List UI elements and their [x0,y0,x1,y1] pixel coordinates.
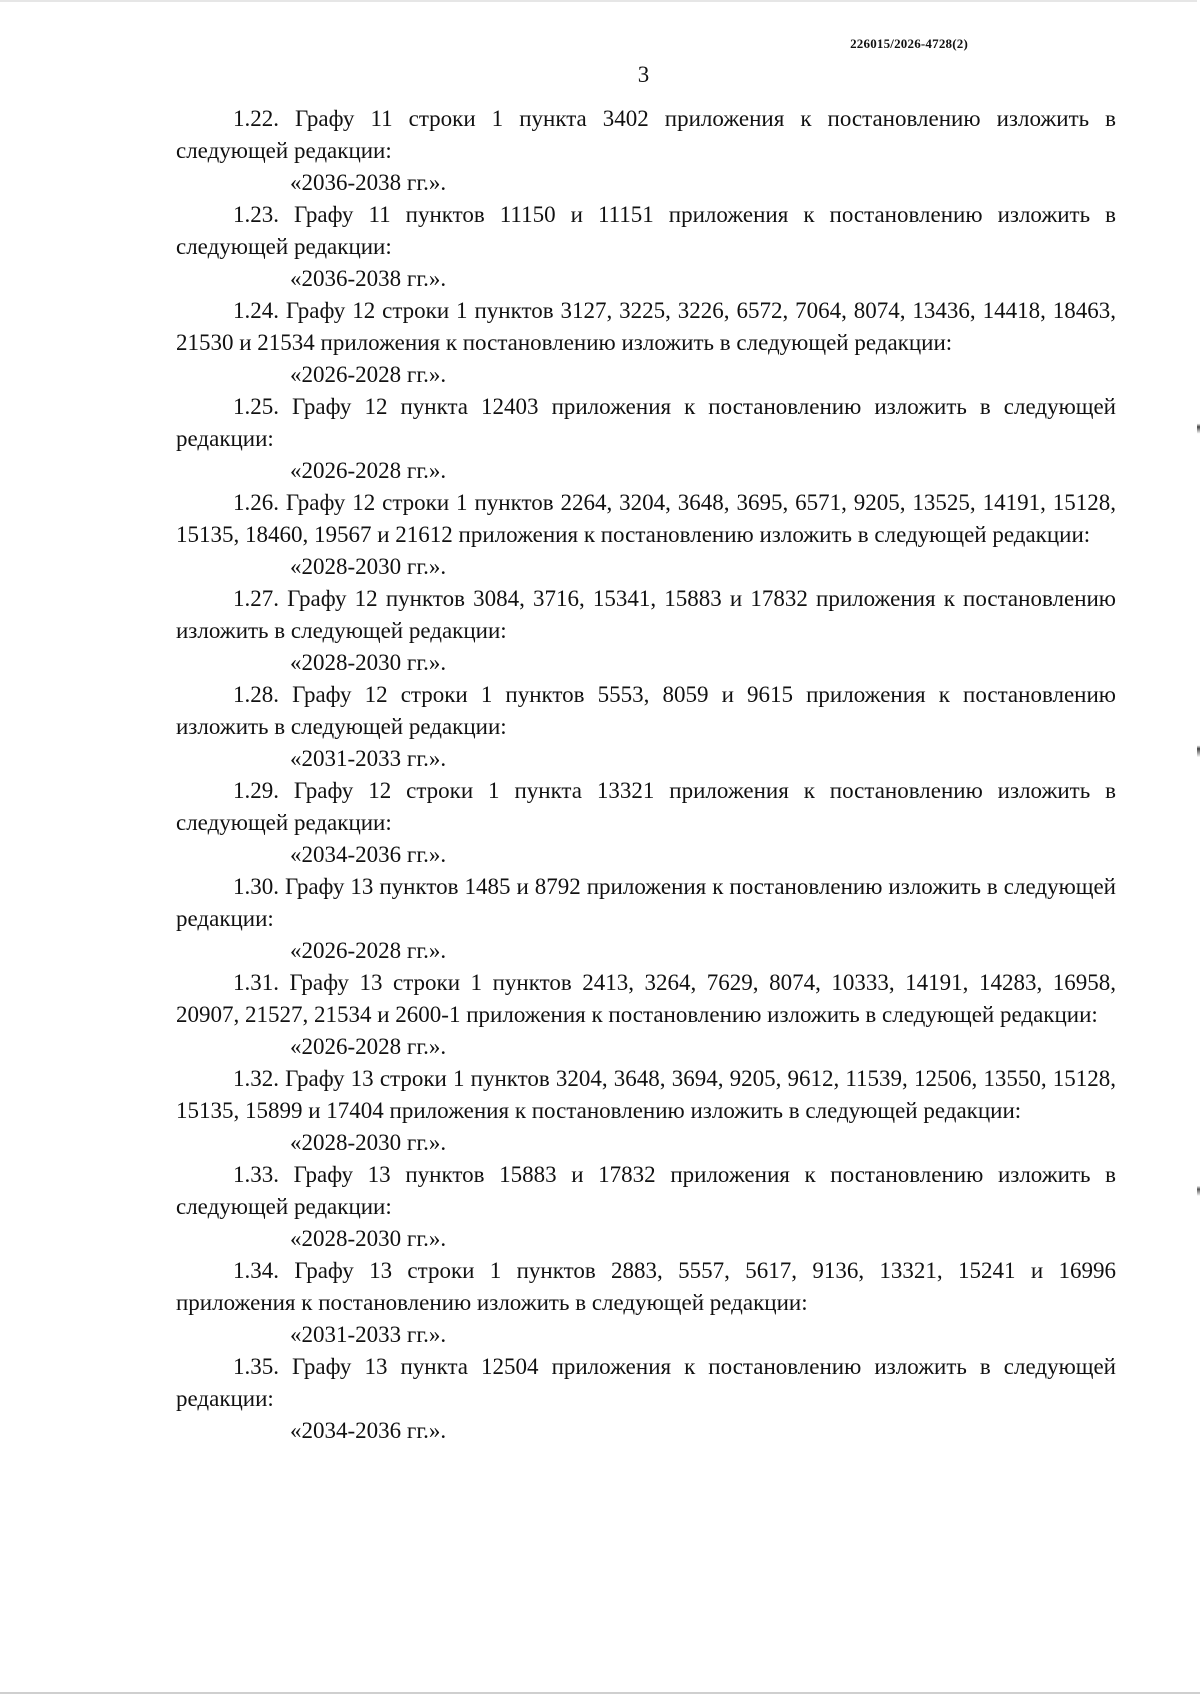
clause-text: 1.32. Графу 13 строки 1 пунктов 3204, 3648, 3694, 9205, 9612, 11539, 12506, 13550, 15128, 15135, 15899 и 17404 приложения к постановлению изложить в следующей редакции: [176,1066,1116,1123]
clause-text: 1.29. Графу 12 строки 1 пункта 13321 приложения к постановлению изложить в следующей редакции: [176,778,1116,835]
clause-quote: «2028-2030 гг.». [290,554,447,579]
clause-quote: «2028-2030 гг.». [290,1226,447,1251]
clause-quote: «2028-2030 гг.». [290,650,447,675]
clause-quote: «2036-2038 гг.». [290,170,447,195]
clause-1-26 [176,487,1116,583]
clause-quote: «2034-2036 гг.». [290,842,447,867]
scan-edge-top [0,0,1200,2]
clause-quote: «2034-2036 гг.». [290,1418,447,1443]
clause-quote: «2028-2030 гг.». [290,1130,447,1155]
clause-1-28 [176,679,1116,775]
clause-1-32 [176,1063,1116,1159]
clause-quote: «2026-2028 гг.». [290,938,447,963]
clause-quote: «2026-2028 гг.». [290,458,447,483]
clause-1-29 [176,775,1116,871]
clause-quote: «2026-2028 гг.». [290,1034,447,1059]
clause-text: 1.24. Графу 12 строки 1 пунктов 3127, 3225, 3226, 6572, 7064, 8074, 13436, 14418, 18463, 21530 и 21534 приложения к постановлению изложить в следующей редакции: [176,298,1116,355]
clause-text: 1.23. Графу 11 пунктов 11150 и 11151 приложения к постановлению изложить в следующей редакции: [176,202,1116,259]
clause-text: 1.22. Графу 11 строки 1 пункта 3402 приложения к постановлению изложить в следующей редакции: [176,106,1116,163]
clause-quote: «2026-2028 гг.». [290,362,447,387]
clause-1-23 [176,199,1116,295]
clause-1-27 [176,583,1116,679]
clause-text: 1.27. Графу 12 пунктов 3084, 3716, 15341, 15883 и 17832 приложения к постановлению изложить в следующей редакции: [176,586,1116,643]
clause-text: 1.33. Графу 13 пунктов 15883 и 17832 приложения к постановлению изложить в следующей редакции: [176,1162,1116,1219]
clause-1-25 [176,391,1116,487]
clause-text: 1.34. Графу 13 строки 1 пунктов 2883, 5557, 5617, 9136, 13321, 15241 и 16996 приложения к постановлению изложить в следующей редакции: [176,1258,1116,1315]
clause-1-30 [176,871,1116,967]
document-body [176,103,1116,1447]
clause-text: 1.35. Графу 13 пункта 12504 приложения к постановлению изложить в следующей редакции: [176,1354,1116,1411]
clause-text: 1.25. Графу 12 пункта 12403 приложения к постановлению изложить в следующей редакции: [176,394,1116,451]
clause-1-33 [176,1159,1116,1255]
clause-quote: «2031-2033 гг.». [290,1322,447,1347]
clause-1-24 [176,295,1116,391]
clause-text: 1.28. Графу 12 строки 1 пунктов 5553, 8059 и 9615 приложения к постановлению изложить в следующей редакции: [176,682,1116,739]
clause-quote: «2031-2033 гг.». [290,746,447,771]
clause-text: 1.26. Графу 12 строки 1 пунктов 2264, 3204, 3648, 3695, 6571, 9205, 13525, 14191, 15128, 15135, 18460, 19567 и 21612 приложения к постановлению изложить в следующей редакции: [176,490,1116,547]
clause-1-35 [176,1351,1116,1447]
clause-1-22 [176,103,1116,199]
clause-text: 1.30. Графу 13 пунктов 1485 и 8792 приложения к постановлению изложить в следующей редакции: [176,874,1116,931]
page-number: 3 [637,62,650,87]
document-number: 226015/2026-4728(2) [850,36,968,51]
clause-text: 1.31. Графу 13 строки 1 пунктов 2413, 3264, 7629, 8074, 10333, 14191, 14283, 16958, 20907, 21527, 21534 и 2600-1 приложения к постановлению изложить в следующей редакции: [176,970,1116,1027]
clause-1-34 [176,1255,1116,1351]
clause-quote: «2036-2038 гг.». [290,266,447,291]
clause-1-31 [176,967,1116,1063]
